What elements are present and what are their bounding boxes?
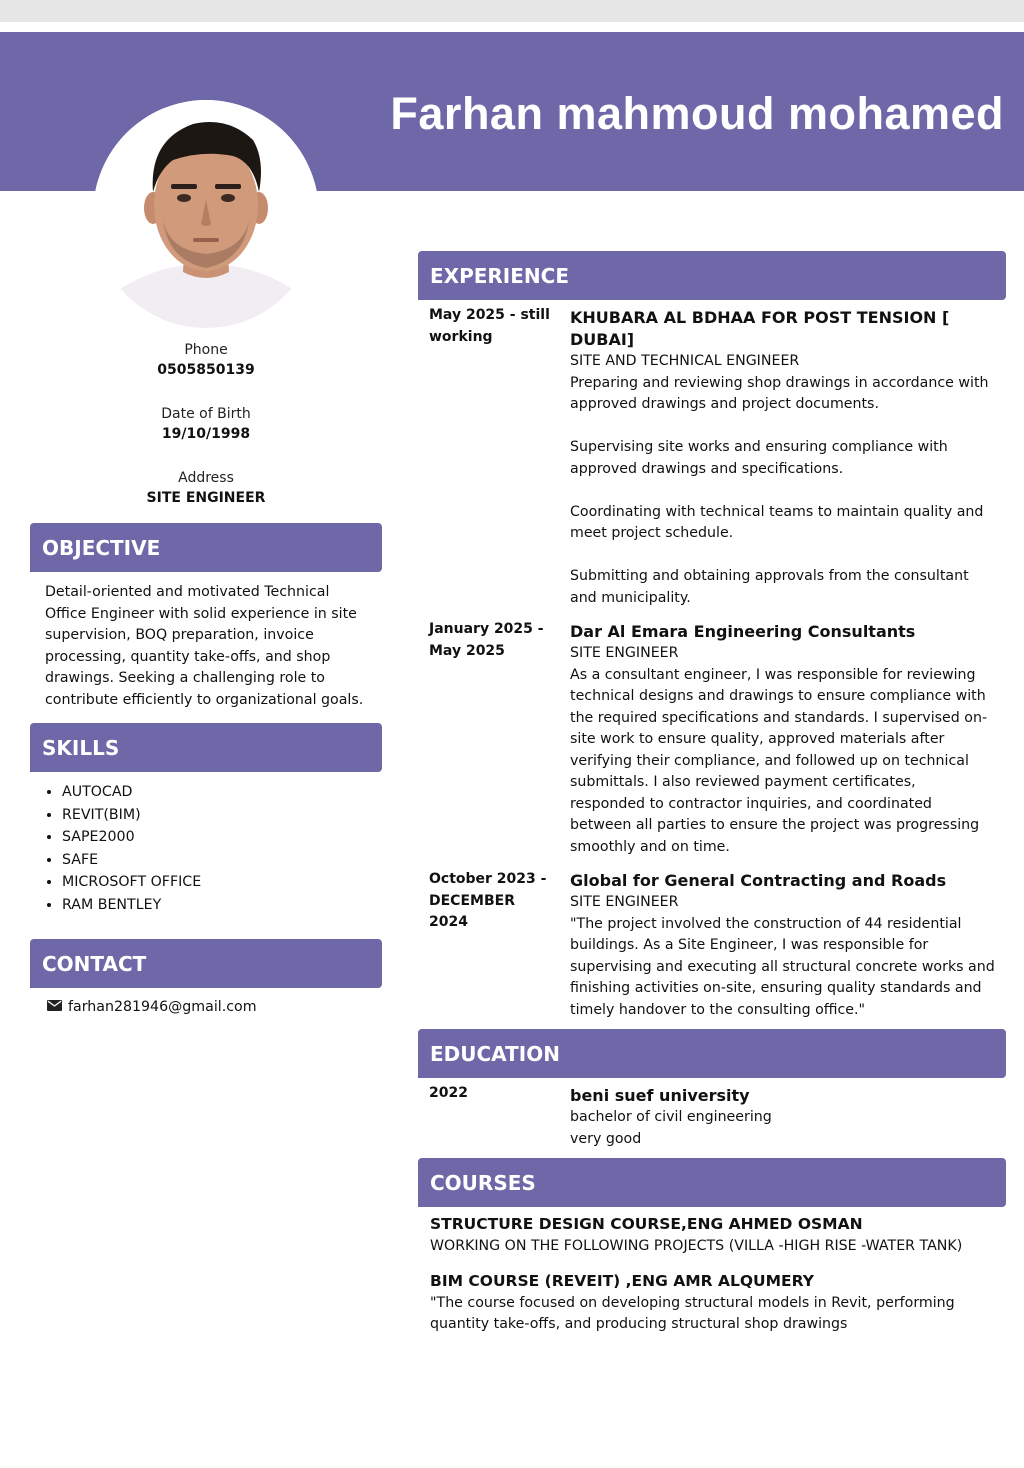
school-name: beni suef university xyxy=(570,1086,750,1105)
grade: very good xyxy=(570,1130,642,1147)
profile-photo xyxy=(93,100,319,328)
experience-entry xyxy=(570,870,995,1021)
degree: bachelor of civil engineering xyxy=(570,1109,772,1125)
company-name: Dar Al Emara Engineering Consultants xyxy=(570,622,916,641)
address-label: Address xyxy=(178,470,234,486)
date-line: May 2025 xyxy=(429,642,505,659)
contact-heading: CONTACT xyxy=(30,939,382,988)
date-line: working xyxy=(429,328,493,345)
experience-date xyxy=(429,869,554,934)
course-item xyxy=(430,1271,990,1336)
objective-heading: OBJECTIVE xyxy=(30,523,382,572)
skill-item: • MICROSOFT OFFICE xyxy=(62,871,201,894)
phone-block xyxy=(30,342,382,378)
course-desc: "The course focused on developing structural models in Revit, performing quantity take-offs, and producing structural shop drawings xyxy=(430,1294,955,1332)
course-title: STRUCTURE DESIGN COURSE,ENG AHMED OSMAN xyxy=(430,1215,863,1233)
skill-item: • SAPE2000 xyxy=(62,826,201,849)
course-desc: WORKING ON THE FOLLOWING PROJECTS (VILLA -HIGH RISE -WATER TANK) xyxy=(430,1237,963,1254)
duty-paragraph: As a consultant engineer, I was responsible for reviewing technical designs and drawings to ensure compliance with the required specifications and standards. I supervised on-site work to ensure quality, approved materials after verifying their compliance, and followed up on technical submittals. I also reviewed payment certificates, responded to contractor inquiries, and coordinated between all parties to ensure the project was progressing smoothly and on time. xyxy=(570,666,988,855)
duty-paragraph: "The project involved the construction of 44 residential buildings. As a Site Engineer, I was responsible for supervising and executing all structural concrete works and finishing activities on-site, ensuring quality standards and timely handover to the consulting office." xyxy=(570,915,995,1018)
dob-label: Date of Birth xyxy=(161,406,251,422)
date-line: May 2025 - still xyxy=(429,307,550,323)
duty-paragraph: Coordinating with technical teams to maintain quality and meet project schedule. xyxy=(570,503,984,541)
skills-list xyxy=(40,781,201,916)
top-strip xyxy=(0,0,1024,22)
duty-paragraph: Supervising site works and ensuring compliance with approved drawings and specifications. xyxy=(570,439,948,477)
email-link[interactable]: farhan281946@gmail.com xyxy=(68,999,257,1015)
skill-item: • REVIT(BIM) xyxy=(62,804,201,827)
course-title: BIM COURSE (REVEIT) ,ENG AMR ALQUMERY xyxy=(430,1272,814,1290)
education-year: 2022 xyxy=(429,1085,468,1101)
job-role: SITE ENGINEER xyxy=(570,894,679,910)
duty-paragraph: Preparing and reviewing shop drawings in accordance with approved drawings and project documents. xyxy=(570,374,989,412)
skill-item: • RAM BENTLEY xyxy=(62,894,201,917)
dob-value: 19/10/1998 xyxy=(161,426,251,442)
experience-date xyxy=(429,619,554,662)
date-line: DECEMBER 2024 xyxy=(429,892,515,930)
experience-entry xyxy=(570,621,995,858)
experience-entry xyxy=(570,307,995,609)
experience-date xyxy=(429,305,554,348)
date-line: October 2023 - xyxy=(429,871,547,887)
education-entry xyxy=(570,1085,995,1150)
phone-value: 0505850139 xyxy=(157,362,255,378)
duty-paragraph: Submitting and obtaining approvals from the consultant and municipality. xyxy=(570,568,969,606)
candidate-name: Farhan mahmoud mohamed xyxy=(390,88,1004,139)
objective-text: Detail-oriented and motivated Technical Office Engineer with solid experience in site supervision, BOQ preparation, invoice processing, quantity take-offs, and shop drawings. Seeking a challenging role to contribute efficiently to organizational goals. xyxy=(45,584,364,708)
courses-heading: COURSES xyxy=(418,1158,1006,1207)
dob-block xyxy=(30,406,382,442)
address-block xyxy=(30,470,382,506)
envelope-icon xyxy=(47,999,62,1015)
education-heading: EDUCATION xyxy=(418,1029,1006,1078)
skill-item: • AUTOCAD xyxy=(62,781,201,804)
address-value: SITE ENGINEER xyxy=(146,490,266,506)
company-name: Global for General Contracting and Roads xyxy=(570,871,947,890)
course-item xyxy=(430,1214,990,1257)
skills-heading: SKILLS xyxy=(30,723,382,772)
job-role: SITE AND TECHNICAL ENGINEER xyxy=(570,353,800,369)
date-line: January 2025 - xyxy=(429,621,544,637)
skill-item: • SAFE xyxy=(62,849,201,872)
phone-label: Phone xyxy=(184,342,228,358)
contact-email-row xyxy=(47,999,257,1015)
company-name: KHUBARA AL BDHAA FOR POST TENSION [ DUBAI] xyxy=(570,308,950,349)
experience-heading: EXPERIENCE xyxy=(418,251,1006,300)
job-role: SITE ENGINEER xyxy=(570,645,679,661)
